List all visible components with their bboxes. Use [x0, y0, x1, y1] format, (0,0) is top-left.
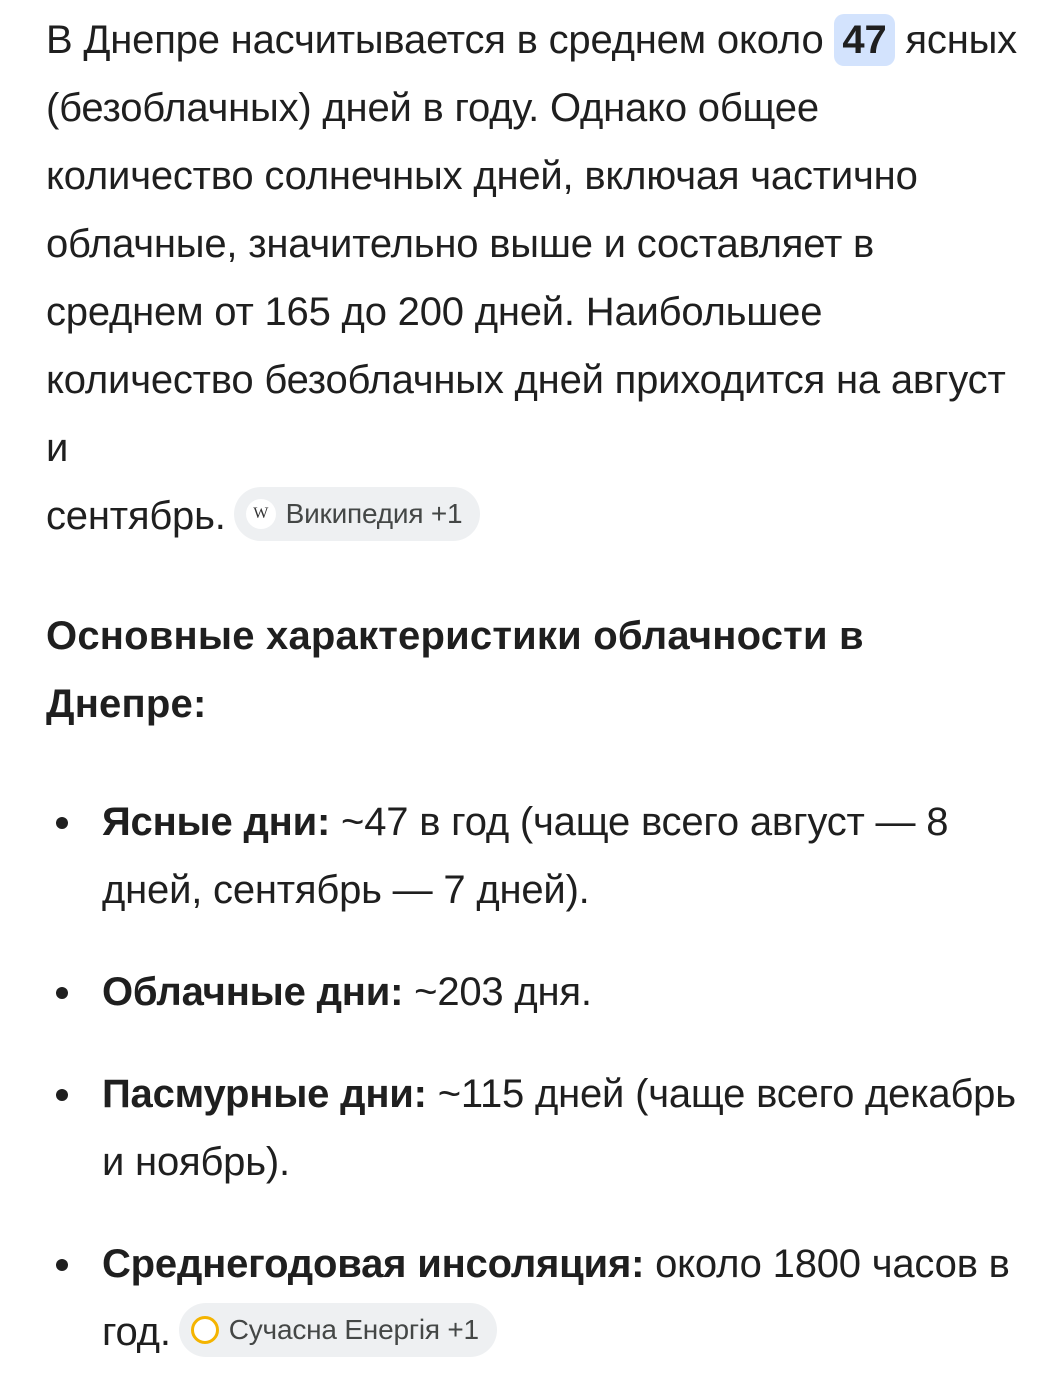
intro-text-last: сентябрь.: [46, 494, 226, 538]
list-item: [46, 958, 1026, 1026]
list-item-term: Среднегодовая инсоляция:: [102, 1242, 645, 1286]
list-item-term: Ясные дни:: [102, 800, 331, 844]
source-chip-label: Википедия +1: [285, 498, 463, 530]
wikipedia-icon: W: [246, 499, 276, 529]
source-chip-suchasna-energiya[interactable]: [179, 1303, 497, 1357]
list-item-text: ~47 в год (чаще всего август — 8 дней, сентябрь — 7 дней).: [102, 800, 949, 912]
source-chip-wikipedia[interactable]: [234, 487, 481, 541]
list-item: [46, 788, 1026, 924]
list-item-text: около 1800 часов в год.: [102, 1242, 1010, 1354]
circle-icon: [191, 1316, 219, 1344]
list-item-term: Пасмурные дни:: [102, 1072, 427, 1116]
list-item: [46, 1230, 1026, 1366]
intro-text-2: ясных (безоблачных) дней в году. Однако общее количество солнечных дней, включая частично облачные, значительно выше и составляет в среднем от 165 до 200 дней. Наибольшее количество безоблачных дней приходится на август и: [46, 18, 1017, 470]
list-item-text: ~203 дня.: [403, 970, 592, 1014]
list-item-term: Облачные дни:: [102, 970, 404, 1014]
section-heading: Основные характеристики облачности в Днепре:: [46, 614, 864, 726]
characteristics-list: [46, 788, 1026, 1366]
source-chip-label: Сучасна Енергія +1: [228, 1314, 479, 1346]
list-item-text: ~115 дней (чаще всего декабрь и ноябрь).: [102, 1072, 1016, 1184]
highlight-number[interactable]: 47: [834, 14, 894, 66]
list-item: [46, 1060, 1026, 1196]
intro-text-1: В Днепре насчитывается в среднем около: [46, 18, 835, 62]
intro-paragraph: [46, 0, 1026, 550]
